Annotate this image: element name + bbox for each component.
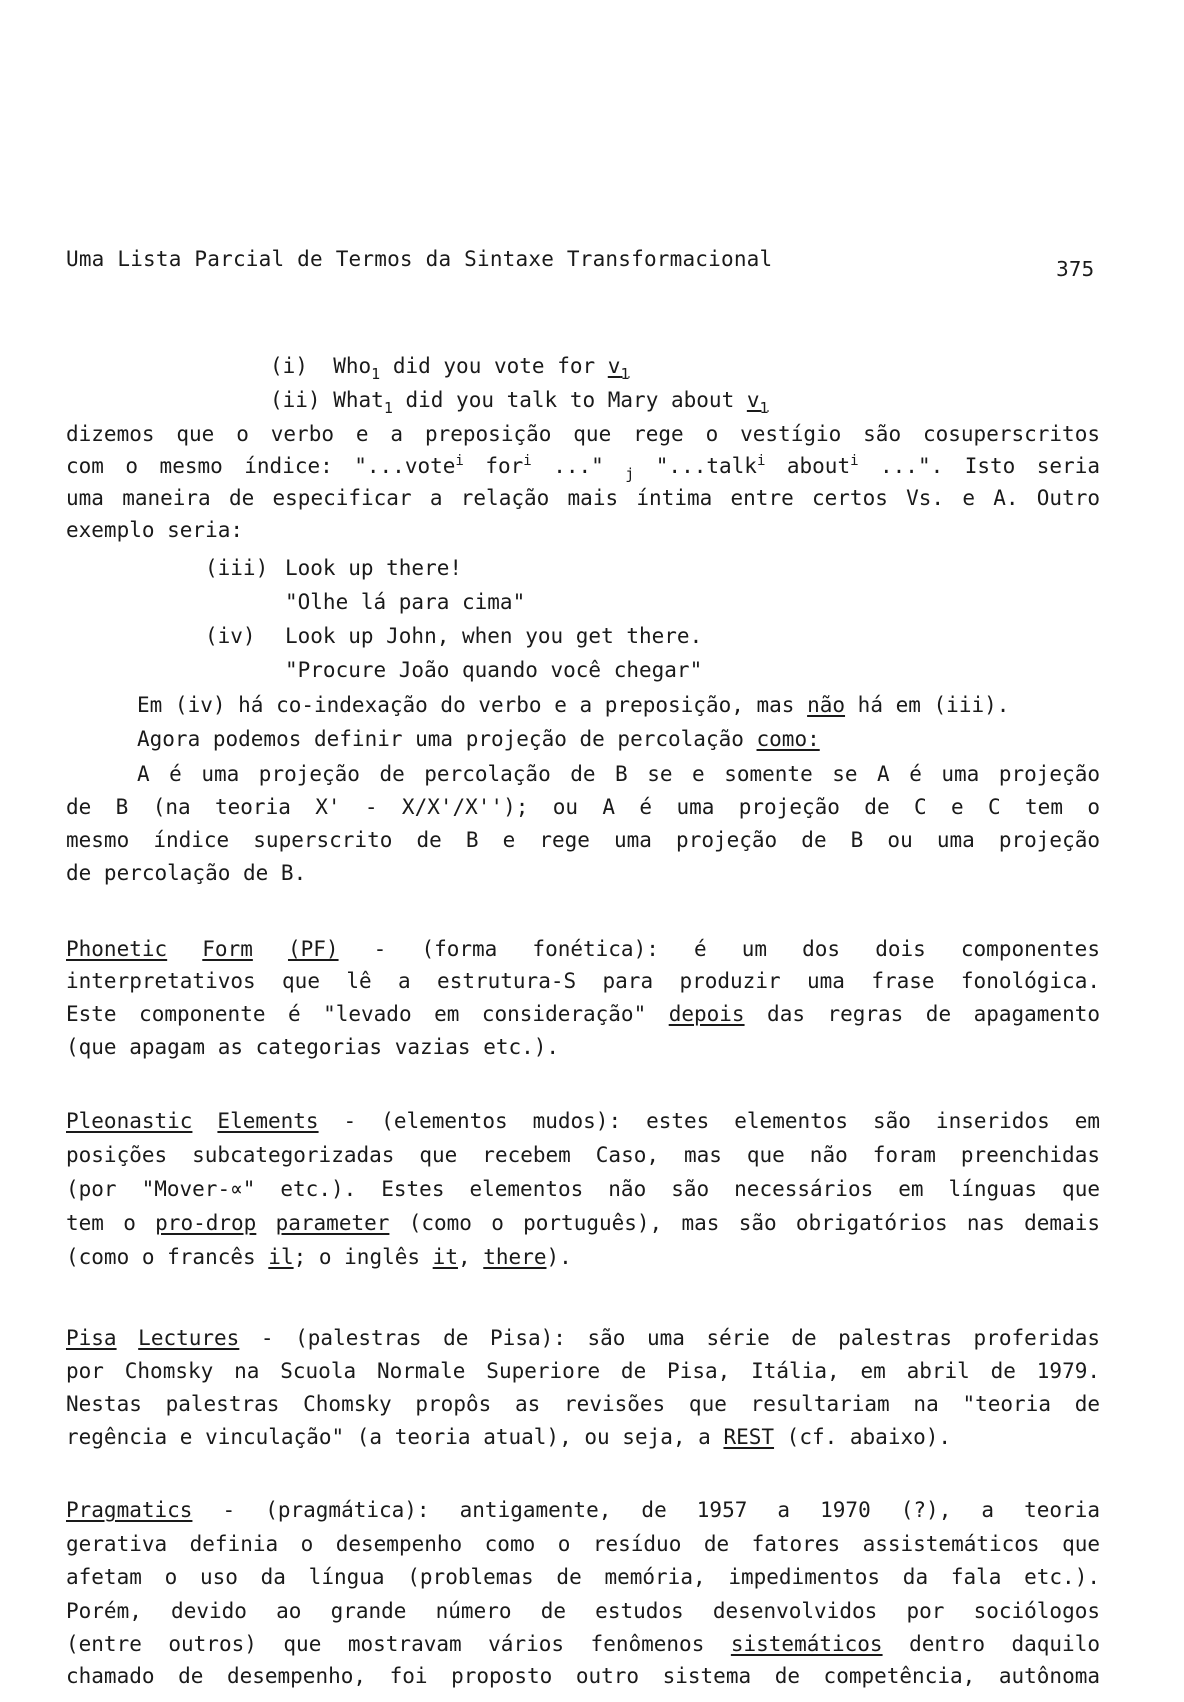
text-line: uma maneira de especificar a relação mais íntima entre certos Vs. e A. Outro	[66, 486, 1100, 510]
text-line: (que apagam as categorias vazias etc.).	[66, 1035, 560, 1059]
text-line: (entre outros) que mostravam vários fenômenos sistemáticos dentro daquilo	[66, 1632, 1100, 1656]
example-label: (i)	[270, 354, 308, 378]
text-line: interpretativos que lê a estrutura-S para produzir uma frase fonológica.	[66, 969, 1100, 993]
example-iii-gloss: "Olhe lá para cima"	[285, 590, 526, 614]
entry-term: Pragmatics	[66, 1498, 193, 1522]
entry-pleonastic-elements: Pleonastic Elements - (elementos mudos): estes elementos são inseridos em	[66, 1109, 1100, 1133]
example-iii-label: (iii)	[205, 556, 269, 580]
entry-phonetic-form: Phonetic Form (PF) - (forma fonética): é um dos dois componentes	[66, 937, 1100, 961]
text-line: Agora podemos definir uma projeção de percolação como:	[137, 727, 820, 751]
text-line: dizemos que o verbo e a preposição que rege o vestígio são cosuperscritos	[66, 422, 1100, 446]
definition-line: de B (na teoria X' - X/X'/X''); ou A é uma projeção de C e C tem o	[66, 795, 1100, 819]
entry-pisa-lectures: Pisa Lectures - (palestras de Pisa): são uma série de palestras proferidas	[66, 1326, 1100, 1350]
entry-term: Lectures	[138, 1326, 240, 1350]
text-line: exemplo seria:	[66, 518, 244, 542]
text-line: por Chomsky na Scuola Normale Superiore de Pisa, Itália, em abril de 1979.	[66, 1359, 1100, 1383]
entry-term: Form	[202, 937, 253, 961]
text-line: gerativa definia o desempenho como o resíduo de fatores assistemáticos que	[66, 1532, 1100, 1556]
definition-line: mesmo índice superscrito de B e rege uma projeção de B ou uma projeção	[66, 828, 1100, 852]
example-iv-gloss: "Procure João quando você chegar"	[285, 658, 703, 682]
text-line: afetam o uso da língua (problemas de memória, impedimentos da fala etc.).	[66, 1565, 1100, 1589]
text-line: com o mesmo índice: "...vote$^i$ for$^i$ ..." $_j$ "...talk$^i$ about$^i$ ...". Isto seria	[66, 453, 1101, 483]
entry-term: Phonetic	[66, 937, 168, 961]
example-iv-text: Look up John, when you get there.	[285, 624, 703, 648]
entry-pragmatics: Pragmatics - (pragmática): antigamente, de 1957 a 1970 (?), a teoria	[66, 1498, 1100, 1522]
text-line: Nestas palestras Chomsky propôs as revisões que resultariam na "teoria de	[66, 1392, 1100, 1416]
example-ii: (ii) What$_1$ did you talk to Mary about $v_1$	[270, 388, 769, 417]
entry-term: Elements	[217, 1109, 319, 1133]
page-number: 375	[1056, 257, 1095, 281]
text-line: chamado de desempenho, foi proposto outro sistema de competência, autônoma	[66, 1664, 1100, 1688]
running-header: Uma Lista Parcial de Termos da Sintaxe Transformacional	[66, 247, 773, 271]
text-line: Este componente é "levado em consideração" depois das regras de apagamento	[66, 1002, 1101, 1026]
example-label: (ii)	[270, 388, 321, 412]
trace-symbol: $v_1$	[607, 354, 630, 383]
text-line: posições subcategorizadas que recebem Caso, mas que não foram preenchidas	[66, 1143, 1100, 1167]
entry-abbrev: (PF)	[287, 937, 339, 961]
definition-line: A é uma projeção de percolação de B se e somente se A é uma projeção	[137, 762, 1100, 786]
text-line: regência e vinculação" (a teoria atual), ou seja, a REST (cf. abaixo).	[66, 1425, 952, 1449]
text-line: Em (iv) há co-indexação do verbo e a preposição, mas não há em (iii).	[137, 693, 1010, 717]
example-iv-label: (iv)	[205, 624, 256, 648]
text-line: (por "Mover-∝" etc.). Estes elementos não são necessários em línguas que	[66, 1177, 1100, 1201]
entry-term: Pleonastic	[66, 1109, 193, 1133]
trace-symbol: $v_1$	[746, 388, 769, 417]
text-line: Porém, devido ao grande número de estudos desenvolvidos por sociólogos	[66, 1599, 1100, 1623]
definition-line: de percolação de B.	[66, 861, 307, 885]
example-i: (i) Who$_1$ did you vote for $v_1$	[270, 354, 630, 383]
text-line: tem o pro-drop parameter (como o português), mas são obrigatórios nas demais	[66, 1211, 1100, 1235]
text-line: (como o francês il; o inglês it, there).	[66, 1245, 572, 1269]
example-iii-text: Look up there!	[285, 556, 463, 580]
entry-term: Pisa	[66, 1326, 117, 1350]
